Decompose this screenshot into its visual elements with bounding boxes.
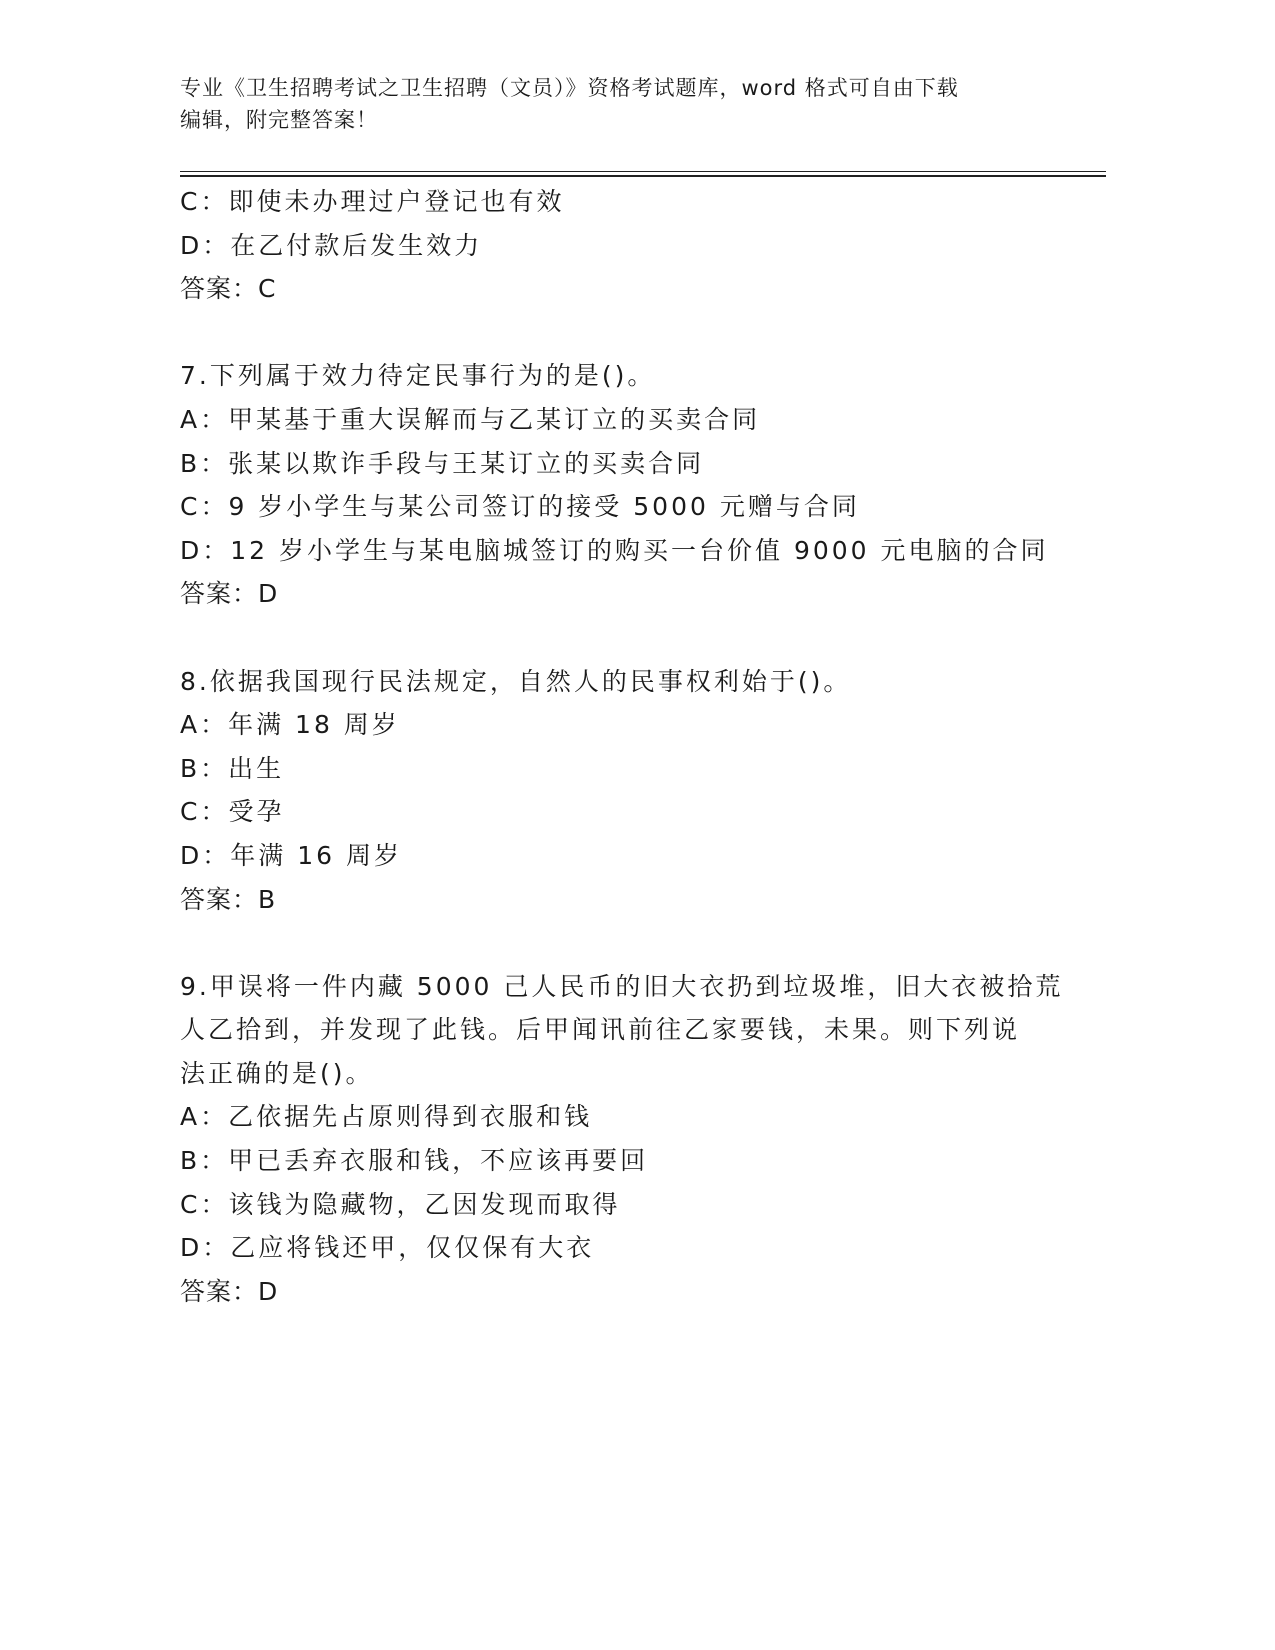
q7-answer: 答案：D <box>180 579 279 609</box>
header-divider-thick <box>180 175 1106 177</box>
q6-answer: 答案：C <box>180 274 277 304</box>
q8-option-d: D：年满 16 周岁 <box>180 840 402 870</box>
document-header <box>180 72 1040 136</box>
q9-option-a: A：乙依据先占原则得到衣服和钱 <box>180 1102 593 1132</box>
spacer <box>180 311 1080 355</box>
q8-option-b: B：出生 <box>180 753 285 783</box>
q8-answer: 答案：B <box>180 884 277 914</box>
header-divider-thin <box>180 171 1106 172</box>
q8-question: 8.依据我国现行民法规定，自然人的民事权利始于()。 <box>180 666 852 696</box>
q9-option-d: D：乙应将钱还甲，仅仅保有大衣 <box>180 1233 595 1263</box>
q9-option-c: C：该钱为隐藏物，乙因发现而取得 <box>180 1189 621 1219</box>
q9-option-b: B：甲已丢弃衣服和钱，不应该再要回 <box>180 1146 649 1176</box>
header-line-1: 专业《卫生招聘考试之卫生招聘（文员）》资格考试题库，word 格式可自由下载 <box>180 76 959 100</box>
question-list <box>180 180 1080 1313</box>
q7-question: 7.下列属于效力待定民事行为的是()。 <box>180 361 656 391</box>
q7-option-a: A：甲某基于重大误解而与乙某订立的买卖合同 <box>180 404 761 434</box>
q7-option-b: B：张某以欺诈手段与王某订立的买卖合同 <box>180 448 705 478</box>
q9-answer: 答案：D <box>180 1276 279 1306</box>
q6-option-d: D：在乙付款后发生效力 <box>180 230 483 260</box>
q8-option-a: A：年满 18 周岁 <box>180 710 400 740</box>
q7-option-c: C：9 岁小学生与某公司签订的接受 5000 元赠与合同 <box>180 492 860 522</box>
q9-question-line-1: 9.甲误将一件内藏 5000 己人民币的旧大衣扔到垃圾堆，旧大衣被拾荒 <box>180 971 1064 1001</box>
q9-question-line-3: 法正确的是()。 <box>180 1058 374 1088</box>
header-line-2: 编辑，附完整答案！ <box>180 108 378 132</box>
q6-option-c: C：即使未办理过户登记也有效 <box>180 187 565 216</box>
q7-option-d: D：12 岁小学生与某电脑城签订的购买一台价值 9000 元电脑的合同 <box>180 535 1049 565</box>
q8-option-c: C：受孕 <box>180 797 285 827</box>
spacer <box>180 921 1080 965</box>
q9-question-line-2: 人乙拾到，并发现了此钱。后甲闻讯前往乙家要钱，未果。则下列说 <box>180 1015 1021 1045</box>
spacer <box>180 616 1080 660</box>
